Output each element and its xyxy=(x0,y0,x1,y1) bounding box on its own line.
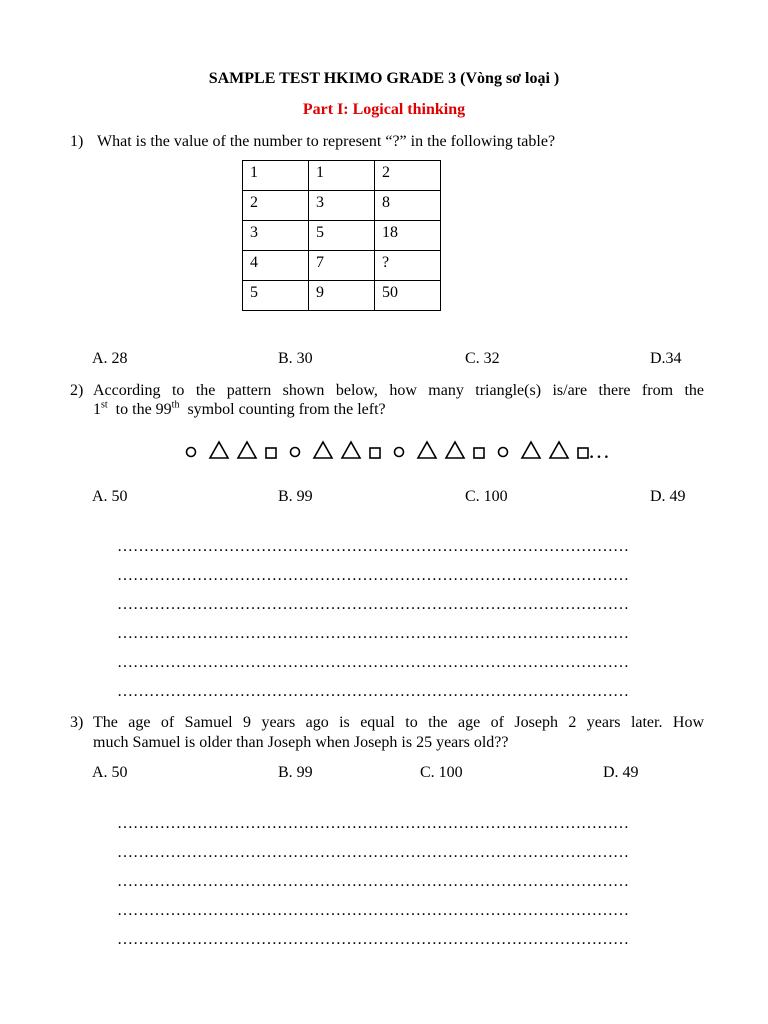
triangle-symbol xyxy=(446,442,464,458)
answer-line[interactable]: …………………………………………………………………………………… xyxy=(117,625,629,642)
q2-line2 xyxy=(93,400,386,419)
circle-symbol xyxy=(395,448,404,457)
q3-line2: much Samuel is older than Joseph when Joseph is 25 years old?? xyxy=(93,734,509,751)
triangle-symbol xyxy=(238,442,256,458)
table-cell: 5 xyxy=(243,281,309,311)
answer-line[interactable]: …………………………………………………………………………………… xyxy=(117,815,629,832)
answer-line[interactable]: …………………………………………………………………………………… xyxy=(117,654,629,671)
pattern-svg xyxy=(182,436,622,466)
q3-option-d[interactable]: D. 49 xyxy=(603,764,639,781)
q2-line2-a: 1 xyxy=(93,401,101,418)
part-heading: Part I: Logical thinking xyxy=(302,101,466,118)
table-cell: 2 xyxy=(243,191,309,221)
table-cell: 9 xyxy=(309,281,375,311)
answer-line[interactable]: …………………………………………………………………………………… xyxy=(117,596,629,613)
q1-option-c[interactable]: C. 32 xyxy=(465,350,500,367)
q2-line2-c: symbol counting from the left? xyxy=(187,401,386,418)
square-symbol xyxy=(370,448,380,458)
q3-option-c[interactable]: C. 100 xyxy=(420,764,463,781)
circle-symbol xyxy=(499,448,508,457)
q2-option-a[interactable]: A. 50 xyxy=(92,488,128,505)
answer-line[interactable]: …………………………………………………………………………………… xyxy=(117,873,629,890)
test-title: SAMPLE TEST HKIMO GRADE 3 (Vòng sơ loại ) xyxy=(208,70,560,87)
answer-line[interactable]: …………………………………………………………………………………… xyxy=(117,844,629,861)
q2-option-c[interactable]: C. 100 xyxy=(465,488,508,505)
triangle-symbol xyxy=(418,442,436,458)
table-cell: 8 xyxy=(375,191,441,221)
q1-number: 1) xyxy=(70,133,84,150)
triangle-symbol xyxy=(522,442,540,458)
square-symbol xyxy=(578,448,588,458)
triangle-symbol xyxy=(210,442,228,458)
q2-line1: According to the pattern shown below, how many triangle(s) is/are there from the xyxy=(93,382,704,399)
pattern-ellipsis: … xyxy=(588,438,610,463)
table-row xyxy=(243,191,441,221)
q2-sup-th: th xyxy=(171,399,180,411)
q1-option-a[interactable]: A. 28 xyxy=(92,350,128,367)
q3-number: 3) xyxy=(70,714,84,731)
table-cell: 2 xyxy=(375,161,441,191)
q2-option-b[interactable]: B. 99 xyxy=(278,488,313,505)
q2-option-d[interactable]: D. 49 xyxy=(650,488,686,505)
answer-line[interactable]: …………………………………………………………………………………… xyxy=(117,902,629,919)
answer-line[interactable]: …………………………………………………………………………………… xyxy=(117,538,629,555)
table-cell: 1 xyxy=(243,161,309,191)
square-symbol xyxy=(266,448,276,458)
table-cell: 3 xyxy=(309,191,375,221)
q3-option-a[interactable]: A. 50 xyxy=(92,764,128,781)
table-cell: 1 xyxy=(309,161,375,191)
table-row xyxy=(243,161,441,191)
triangle-symbol xyxy=(550,442,568,458)
square-symbol xyxy=(474,448,484,458)
triangle-symbol xyxy=(342,442,360,458)
circle-symbol xyxy=(187,448,196,457)
table-cell: 50 xyxy=(375,281,441,311)
table-row xyxy=(243,281,441,311)
q1-option-b[interactable]: B. 30 xyxy=(278,350,313,367)
q2-symbol-pattern xyxy=(182,436,622,466)
q3-line1: The age of Samuel 9 years ago is equal to the age of Joseph 2 years later. How xyxy=(93,714,704,731)
table-cell: 5 xyxy=(309,221,375,251)
q3-option-b[interactable]: B. 99 xyxy=(278,764,313,781)
triangle-symbol xyxy=(314,442,332,458)
answer-line[interactable]: …………………………………………………………………………………… xyxy=(117,931,629,948)
answer-line[interactable]: …………………………………………………………………………………… xyxy=(117,567,629,584)
table-cell: 7 xyxy=(309,251,375,281)
table-cell: 4 xyxy=(243,251,309,281)
q1-text: What is the value of the number to represent “?” in the following table? xyxy=(97,133,556,150)
q1-table xyxy=(242,160,441,311)
table-row xyxy=(243,221,441,251)
circle-symbol xyxy=(291,448,300,457)
table-row xyxy=(243,251,441,281)
q1-option-d[interactable]: D.34 xyxy=(650,350,682,367)
table-cell: ? xyxy=(375,251,441,281)
q2-line2-b: to the 99 xyxy=(115,401,172,418)
q2-number: 2) xyxy=(70,382,84,399)
answer-line[interactable]: …………………………………………………………………………………… xyxy=(117,683,629,700)
table-cell: 18 xyxy=(375,221,441,251)
q2-sup-st: st xyxy=(101,399,108,411)
table-cell: 3 xyxy=(243,221,309,251)
